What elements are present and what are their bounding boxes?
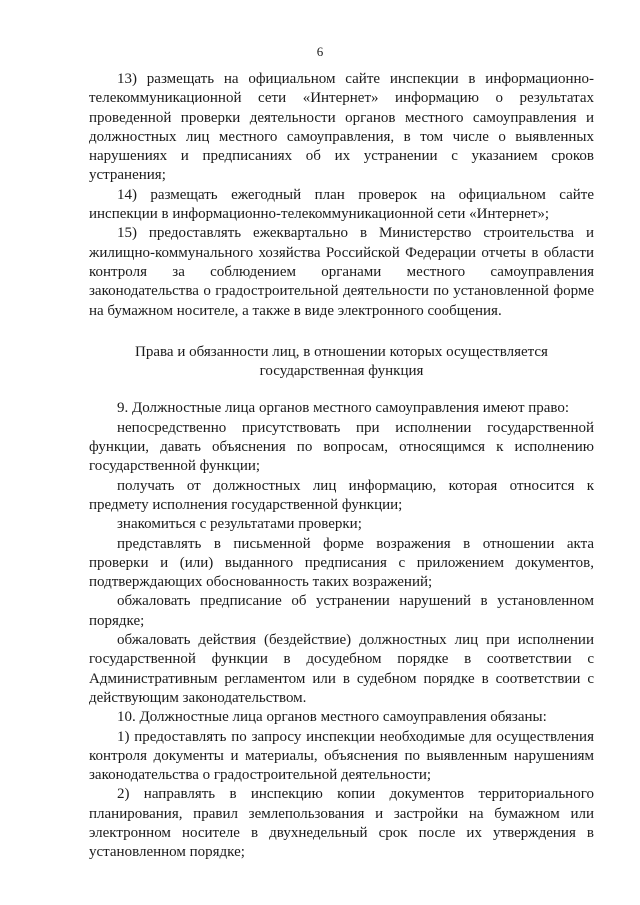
right-item-appeal-actions: обжаловать действия (бездействие) должностных лиц при исполнении государственной функции в досудебном порядке в соответствии с Административным регламентом или в судебном порядке в соответствии с действующим законодательством. [89, 632, 594, 706]
section-heading-line-2: государственная функция [259, 363, 424, 380]
paragraph-item-14: 14) размещать ежегодный план проверок на официальном сайте инспекции в информационно-телекоммуникационной сети «Интернет»; [89, 186, 594, 223]
paragraph-10-intro: 10. Должностные лица органов местного самоуправления обязаны: [117, 709, 547, 726]
section-heading [89, 343, 594, 382]
right-item-appeal-order: обжаловать предписание об устранении нарушений в установленном порядке; [89, 593, 594, 629]
paragraph-9-intro: 9. Должностные лица органов местного самоуправления имеют право: [117, 400, 570, 417]
right-item-review-results: знакомиться с результатами проверки; [117, 516, 362, 533]
document-body [89, 70, 594, 863]
duty-item-2: 2) направлять в инспекцию копии документов территориального планирования, правил землепользования и застройки на бумажном или электронном носителе в двухнедельный срок после их утверждения в установленном порядке; [89, 786, 594, 861]
section-heading-line-1: Права и обязанности лиц, в отношении которых осуществляется [135, 343, 548, 360]
paragraph-item-13: 13) размещать на официальном сайте инспекции в информационно-телекоммуникационной сети «Интернет» информацию о результатах проведенной проверки деятельности органов местного самоуправления и должностных лиц местного самоуправления, в том числе о выявленных нарушениях и предписаниях об их устранении с указанием сроков устранения; [89, 71, 594, 184]
paragraph-item-15: 15) предоставлять ежеквартально в Министерство строительства и жилищно-коммунального хозяйства Российской Федерации отчеты в области контроля за соблюдением органами местного самоуправления законодательства о градостроительной деятельности по установленной форме на бумажном носителе, а также в виде электронного сообщения. [89, 225, 594, 319]
right-item-submit-objections: представлять в письменной форме возражения в отношении акта проверки и (или) выданного предписания с приложением документов, подтверждающих обоснованность таких возражений; [89, 535, 594, 591]
duty-item-1: 1) предоставлять по запросу инспекции необходимые для осуществления контроля документы и материалы, объяснения по выявленным нарушениям законодательства о градостроительной деятельности; [89, 728, 594, 784]
right-item-be-present: непосредственно присутствовать при исполнении государственной функции, давать объяснения по вопросам, относящимся к исполнению государственной функции; [89, 419, 594, 475]
page-number: 6 [316, 44, 324, 59]
right-item-receive-information: получать от должностных лиц информацию, которая относится к предмету исполнения государственной функции; [89, 477, 594, 513]
